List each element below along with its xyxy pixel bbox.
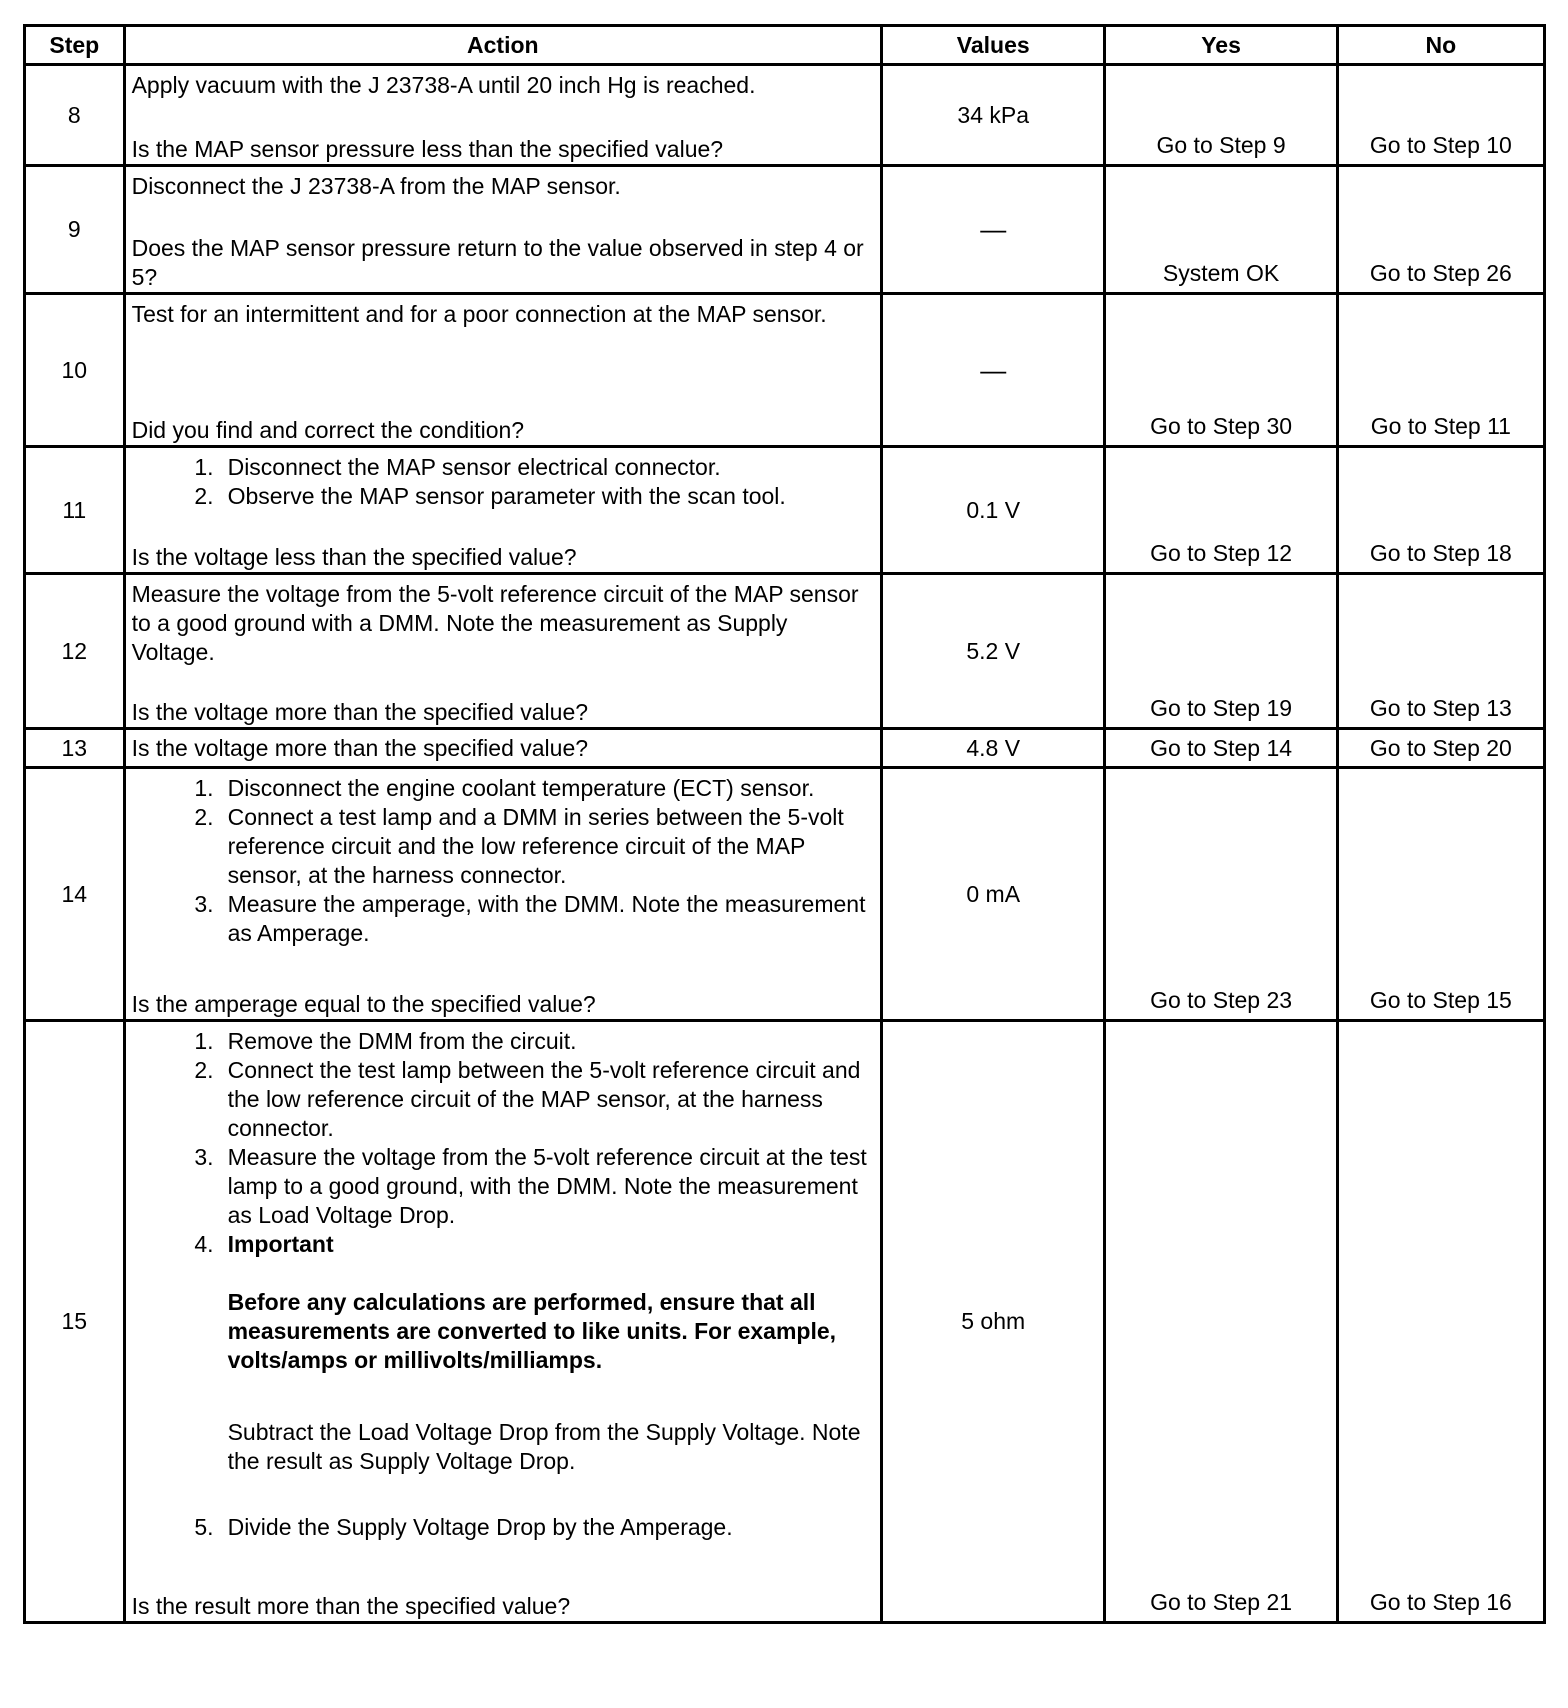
list-item: 5. Divide the Supply Voltage Drop by the Amperage. bbox=[194, 1514, 733, 1540]
header-action: Action bbox=[124, 26, 881, 65]
action-cell bbox=[124, 65, 881, 166]
step-number: 14 bbox=[25, 768, 125, 1021]
yes-link[interactable]: System OK bbox=[1105, 166, 1337, 294]
action-question: Is the MAP sensor pressure less than the specified value? bbox=[131, 136, 724, 162]
header-row bbox=[25, 26, 1545, 65]
yes-link[interactable]: Go to Step 21 bbox=[1105, 1021, 1337, 1623]
action-steps bbox=[132, 1513, 876, 1542]
table-row bbox=[25, 1021, 1545, 1623]
list-item: 3. Measure the voltage from the 5-volt reference circuit at the test lamp to a good ground, with the DMM. Note the measurement as Load Voltage Drop. bbox=[194, 1144, 867, 1228]
value-cell: — bbox=[882, 166, 1105, 294]
table-row bbox=[25, 768, 1545, 1021]
action-question: Is the amperage equal to the specified value? bbox=[131, 991, 596, 1017]
no-link[interactable]: Go to Step 16 bbox=[1337, 1021, 1544, 1623]
action-steps bbox=[132, 774, 876, 948]
no-link[interactable]: Go to Step 10 bbox=[1337, 65, 1544, 166]
no-link[interactable]: Go to Step 18 bbox=[1337, 447, 1544, 574]
list-item: 1. Disconnect the engine coolant temperature (ECT) sensor. bbox=[194, 775, 815, 801]
step-number: 15 bbox=[25, 1021, 125, 1623]
step-number: 9 bbox=[25, 166, 125, 294]
yes-link[interactable]: Go to Step 9 bbox=[1105, 65, 1337, 166]
action-text: Apply vacuum with the J 23738-A until 20 inch Hg is reached. bbox=[131, 72, 756, 98]
yes-link[interactable]: Go to Step 23 bbox=[1105, 768, 1337, 1021]
diagnostic-table bbox=[23, 24, 1546, 1624]
action-question: Is the voltage more than the specified value? bbox=[124, 729, 881, 768]
action-question: Does the MAP sensor pressure return to the value observed in step 4 or 5? bbox=[131, 235, 864, 290]
value-cell: 0 mA bbox=[882, 768, 1105, 1021]
step-number: 11 bbox=[25, 447, 125, 574]
no-link[interactable]: Go to Step 15 bbox=[1337, 768, 1544, 1021]
yes-link[interactable]: Go to Step 19 bbox=[1105, 574, 1337, 729]
table-row bbox=[25, 447, 1545, 574]
value-cell: 4.8 V bbox=[882, 729, 1105, 768]
list-item: 2. Connect the test lamp between the 5-volt reference circuit and the low reference circuit of the MAP sensor, at the harness connector. bbox=[194, 1057, 861, 1141]
table-row bbox=[25, 574, 1545, 729]
important-note: Before any calculations are performed, ensure that all measurements are converted to like units. For example, volts/amps or millivolts/milliamps. bbox=[227, 1289, 837, 1373]
action-cell bbox=[124, 1021, 881, 1623]
value-cell: 0.1 V bbox=[882, 447, 1105, 574]
list-item: 2. Observe the MAP sensor parameter with the scan tool. bbox=[194, 483, 786, 509]
table-row bbox=[25, 166, 1545, 294]
no-link[interactable]: Go to Step 26 bbox=[1337, 166, 1544, 294]
step-number: 12 bbox=[25, 574, 125, 729]
action-cell bbox=[124, 294, 881, 447]
list-item: 3. Measure the amperage, with the DMM. Note the measurement as Amperage. bbox=[194, 891, 866, 946]
list-item: 1. Disconnect the MAP sensor electrical connector. bbox=[194, 454, 721, 480]
action-cell bbox=[124, 166, 881, 294]
action-question: Is the result more than the specified value? bbox=[131, 1593, 571, 1619]
action-question: Is the voltage more than the specified value? bbox=[131, 699, 589, 725]
no-link[interactable]: Go to Step 20 bbox=[1337, 729, 1544, 768]
action-steps bbox=[132, 1027, 876, 1259]
table-row bbox=[25, 294, 1545, 447]
step-number: 10 bbox=[25, 294, 125, 447]
action-text: Measure the voltage from the 5-volt reference circuit of the MAP sensor to a good ground with a DMM. Note the measurement as Supply Voltage. bbox=[131, 581, 859, 665]
action-cell bbox=[124, 768, 881, 1021]
yes-link[interactable]: Go to Step 12 bbox=[1105, 447, 1337, 574]
yes-link[interactable]: Go to Step 30 bbox=[1105, 294, 1337, 447]
action-cell bbox=[124, 574, 881, 729]
action-text: Test for an intermittent and for a poor connection at the MAP sensor. bbox=[131, 301, 827, 327]
action-question: Is the voltage less than the specified value? bbox=[131, 544, 577, 570]
table-row bbox=[25, 729, 1545, 768]
action-text: Disconnect the J 23738-A from the MAP sensor. bbox=[131, 173, 621, 199]
value-cell: 34 kPa bbox=[882, 65, 1105, 166]
action-steps bbox=[132, 453, 876, 511]
value-cell: 5 ohm bbox=[882, 1021, 1105, 1623]
header-yes: Yes bbox=[1105, 26, 1337, 65]
action-cell bbox=[124, 447, 881, 574]
header-step: Step bbox=[25, 26, 125, 65]
value-cell: — bbox=[882, 294, 1105, 447]
header-values: Values bbox=[882, 26, 1105, 65]
yes-link[interactable]: Go to Step 14 bbox=[1105, 729, 1337, 768]
list-item: 2. Connect a test lamp and a DMM in series between the 5-volt reference circuit and the low reference circuit of the MAP sensor, at the harness connector. bbox=[194, 804, 844, 888]
subtract-note: Subtract the Load Voltage Drop from the Supply Voltage. Note the result as Supply Voltage Drop. bbox=[227, 1419, 861, 1474]
value-cell: 5.2 V bbox=[882, 574, 1105, 729]
header-no: No bbox=[1337, 26, 1544, 65]
table-row bbox=[25, 65, 1545, 166]
list-item: 4. Important bbox=[132, 1230, 876, 1259]
step-number: 8 bbox=[25, 65, 125, 166]
action-question: Did you find and correct the condition? bbox=[131, 417, 525, 443]
no-link[interactable]: Go to Step 13 bbox=[1337, 574, 1544, 729]
important-label: Important bbox=[227, 1231, 334, 1257]
step-number: 13 bbox=[25, 729, 125, 768]
no-link[interactable]: Go to Step 11 bbox=[1337, 294, 1544, 447]
list-item: 1. Remove the DMM from the circuit. bbox=[194, 1028, 577, 1054]
